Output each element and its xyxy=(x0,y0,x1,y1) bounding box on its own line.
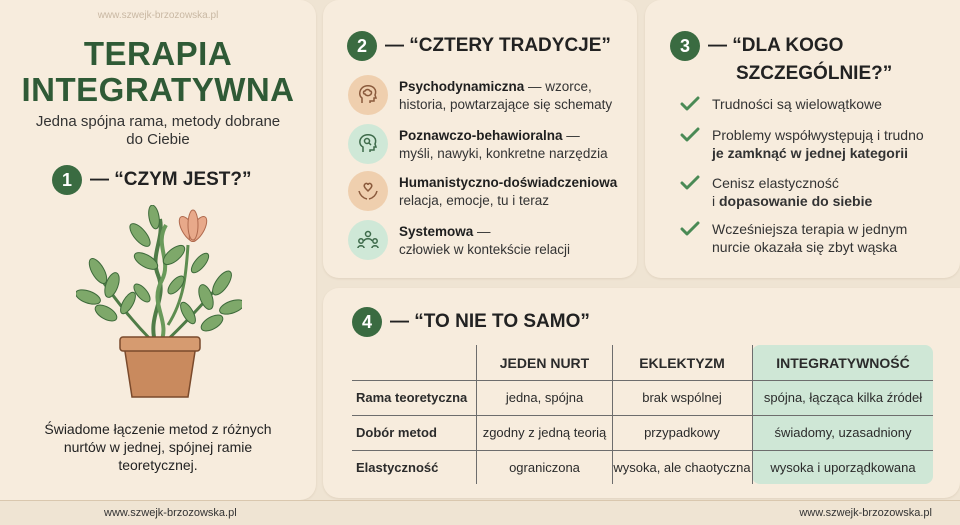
criteria-text-bold: dopasowanie do siebie xyxy=(719,193,873,209)
heart-hands-icon xyxy=(348,171,388,211)
tradition-item xyxy=(348,75,633,119)
table-cell: zgodny z jedną teorią xyxy=(482,425,607,440)
brain-icon xyxy=(348,124,388,164)
section-title-line-1: — “DLA KOGO xyxy=(708,35,844,56)
tradition-desc: — xyxy=(562,128,580,143)
section-number-badge: 1 xyxy=(52,165,82,195)
subtitle-line-1: Jedna spójna rama, metody dobrane xyxy=(35,113,281,130)
title-line-2: INTEGRATYWNA xyxy=(21,71,295,108)
tradition-item xyxy=(348,171,633,215)
tradition-name: Psychodynamiczna xyxy=(399,79,525,94)
tradition-item xyxy=(348,220,633,264)
footer-url-right[interactable]: www.szwejk-brzozowska.pl xyxy=(799,507,932,519)
tradition-name: Poznawczo-behawioralna xyxy=(399,128,563,143)
subtitle-line-2: do Ciebie xyxy=(126,131,190,148)
column-header: INTEGRATYWNOŚĆ xyxy=(776,355,910,371)
row-header: Rama teoretyczna xyxy=(356,390,468,405)
tradition-text xyxy=(399,78,639,114)
tradition-desc: myśli, nawyki, konkretne narzędzia xyxy=(399,146,608,161)
footer xyxy=(0,500,960,525)
table-cell: świadomy, uzasadniony xyxy=(774,425,912,440)
page-title xyxy=(0,36,316,108)
section-3-heading xyxy=(670,31,892,85)
section-title-line-2: SZCZEGÓLNIE?” xyxy=(736,63,893,84)
column-header: EKLEKTYZM xyxy=(639,355,725,371)
tradition-desc: człowiek w kontekście relacji xyxy=(399,242,571,257)
table-cell: ograniczona xyxy=(509,460,580,475)
section-title: — “TO NIE TO SAMO” xyxy=(390,311,590,332)
section-4-heading xyxy=(352,307,590,337)
tradition-desc: historia, powtarzające się schematy xyxy=(399,97,613,112)
table-divider xyxy=(476,345,477,484)
section-title: — “CZTERY TRADYCJE” xyxy=(385,35,611,56)
check-icon xyxy=(680,221,700,237)
column-header: JEDEN NURT xyxy=(499,355,590,371)
title-line-1: TERAPIA xyxy=(83,35,233,72)
description-line-2: nurtów w jednej, spójnej ramie xyxy=(63,439,253,455)
head-brain-icon xyxy=(348,75,388,115)
people-group-icon xyxy=(348,220,388,260)
tradition-name: Systemowa xyxy=(399,224,474,239)
description-line-1: Świadome łączenie metod z różnych xyxy=(44,421,272,437)
tradition-text xyxy=(399,174,639,210)
section-title: — “CZYM JEST?” xyxy=(90,169,252,190)
check-icon xyxy=(680,175,700,191)
tradition-text xyxy=(399,127,639,163)
table-cell: brak wspólnej xyxy=(642,390,722,405)
criteria-text: Problemy współwystępują i trudno xyxy=(712,127,924,143)
table-cell: wysoka, ale chaotyczna xyxy=(613,460,751,475)
plant-illustration xyxy=(76,205,242,401)
table-cell: przypadkowy xyxy=(644,425,720,440)
tradition-text xyxy=(399,223,639,259)
tradition-desc: — xyxy=(473,224,491,239)
criteria-text: i xyxy=(712,193,719,209)
table-divider xyxy=(352,415,933,416)
criteria-text: nurcie okazała się zbyt wąska xyxy=(712,239,898,255)
section-number-badge: 4 xyxy=(352,307,382,337)
subtitle xyxy=(0,113,316,149)
tradition-name: Humanistyczno-doświadczeniowa xyxy=(399,175,618,190)
section-number-badge: 3 xyxy=(670,31,700,61)
criteria-text: Trudności są wielowątkowe xyxy=(712,96,882,112)
check-icon xyxy=(680,96,700,112)
table-cell: wysoka i uporządkowana xyxy=(770,460,916,475)
table-divider xyxy=(352,450,933,451)
tradition-desc: — wzorce, xyxy=(524,79,592,94)
section-number-badge: 2 xyxy=(347,31,377,61)
footer-url-left[interactable]: www.szwejk-brzozowska.pl xyxy=(104,507,237,519)
criteria-text: Cenisz elastyczność xyxy=(712,175,839,191)
table-cell: spójna, łącząca kilka źródeł xyxy=(763,390,923,405)
criteria-text: Wcześniejsza terapia w jednym xyxy=(712,221,908,237)
table-cell: jedna, spójna xyxy=(505,390,584,405)
site-url-top: www.szwejk-brzozowska.pl xyxy=(97,10,219,21)
intro-description xyxy=(30,420,286,474)
row-header: Dobór metod xyxy=(356,425,437,440)
row-header: Elastyczność xyxy=(356,460,439,475)
criteria-text-bold: je zamknąć w jednej kategorii xyxy=(712,145,909,161)
description-line-3: teoretycznej. xyxy=(118,457,198,473)
tradition-item xyxy=(348,124,633,168)
section-1-heading xyxy=(52,165,252,195)
table-divider xyxy=(352,380,933,381)
tradition-desc: relacja, emocje, tu i teraz xyxy=(399,193,550,208)
section-2-heading xyxy=(347,31,611,61)
check-icon xyxy=(680,127,700,143)
